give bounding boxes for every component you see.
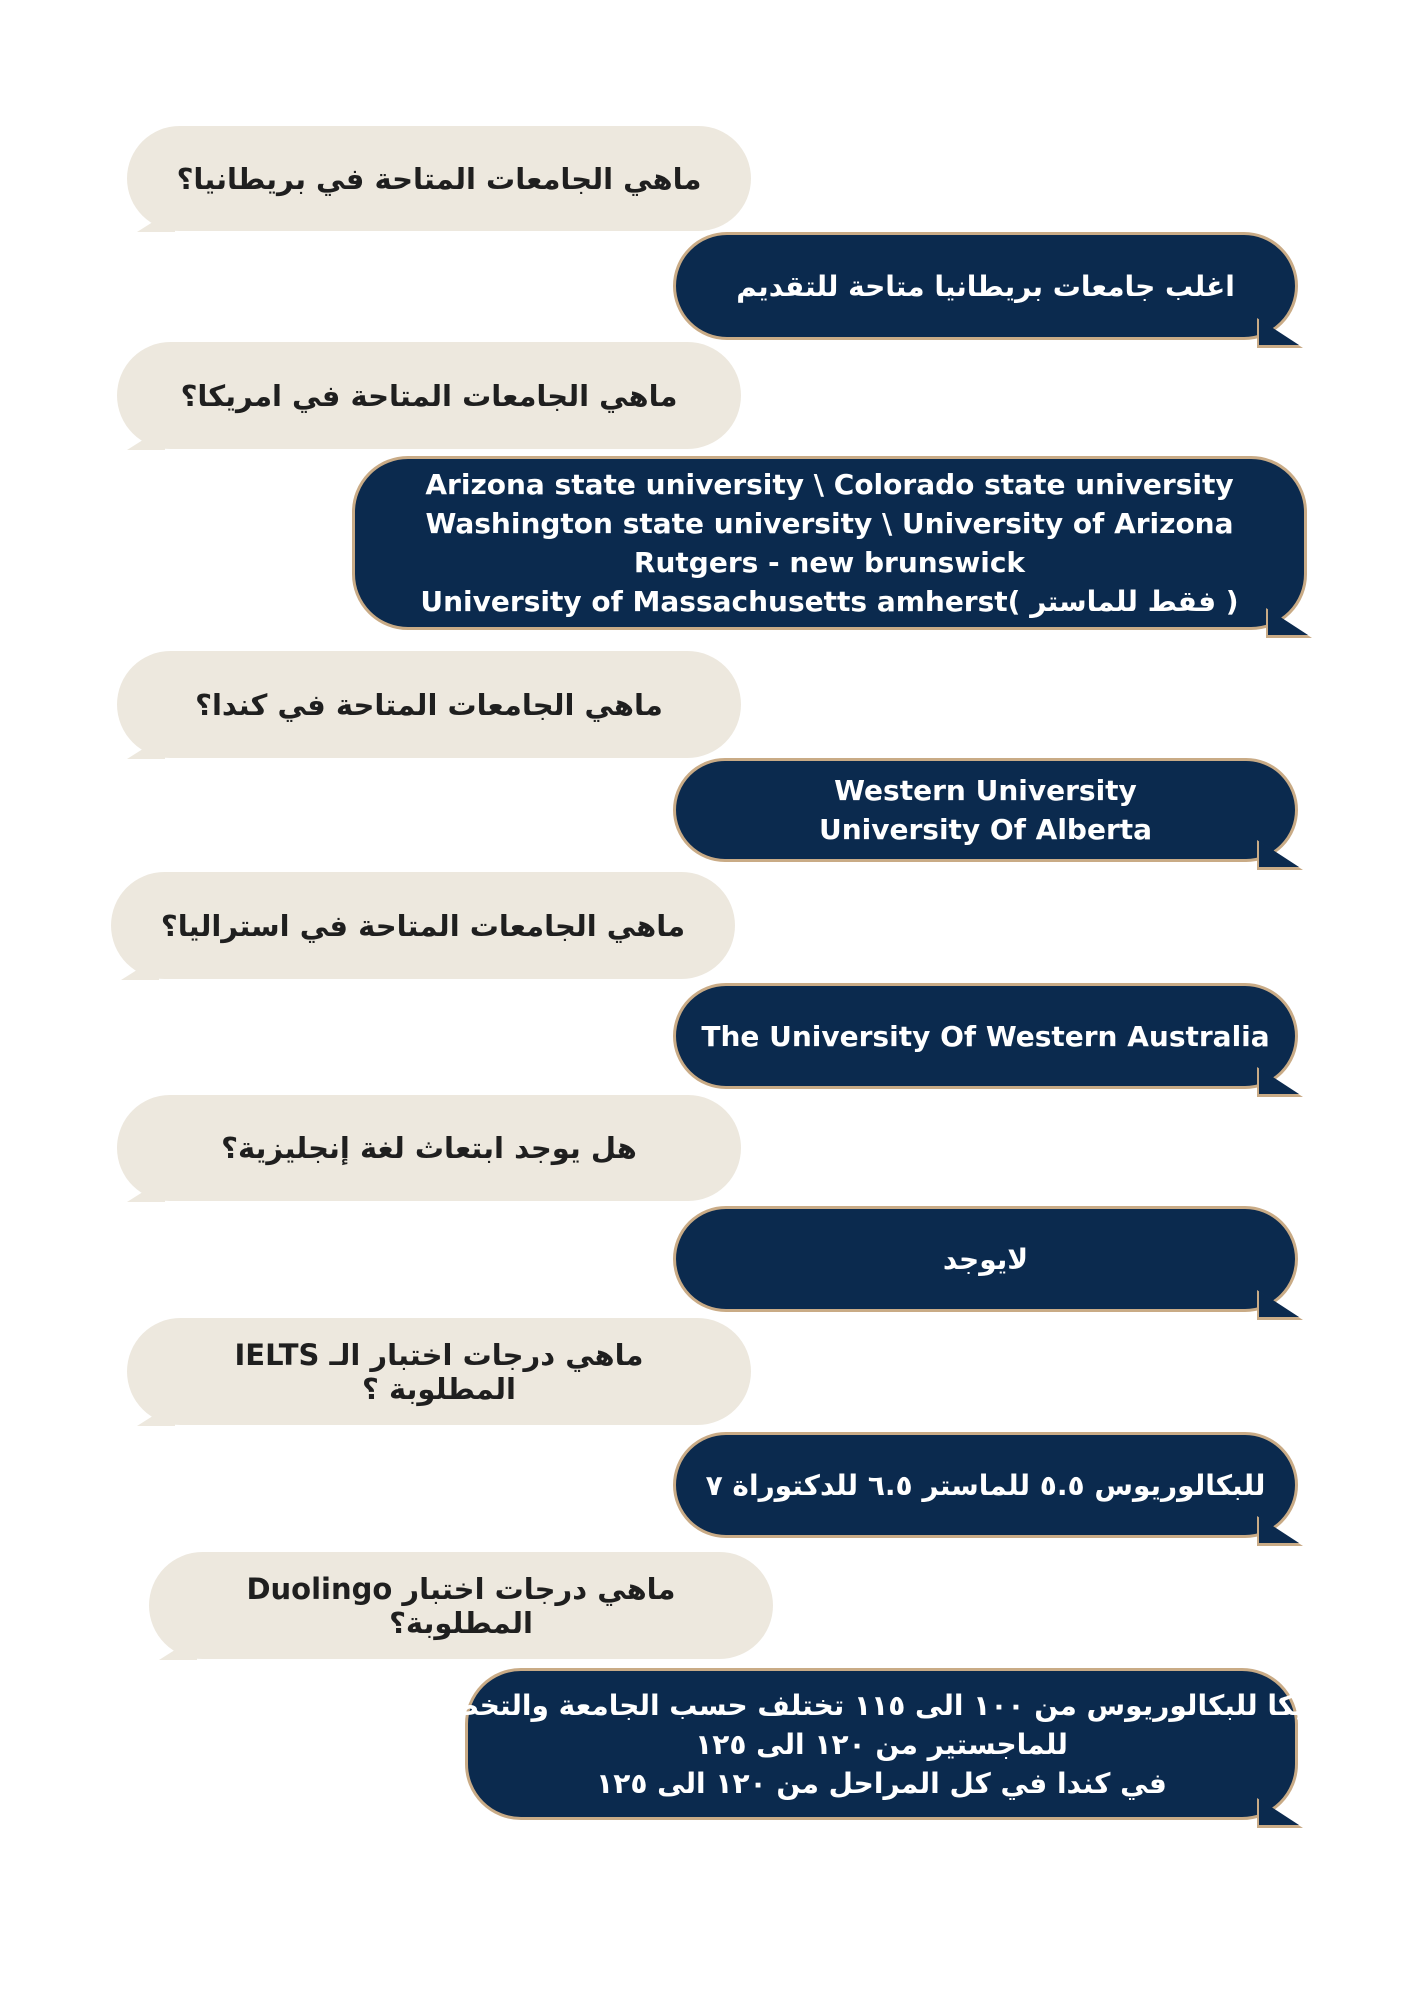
question-text: ماهي الجامعات المتاحة في كندا؟ xyxy=(195,687,663,722)
question-bubble-usa xyxy=(117,342,741,449)
answer-text: لايوجد xyxy=(942,1242,1029,1276)
answer-text: للبكالوريوس ٥.٥ للماستر ٦.٥ للدكتوراة ٧ xyxy=(705,1468,1266,1502)
question-text: ماهي درجات اختبار الـ IELTS المطلوبة ؟ xyxy=(234,1337,644,1406)
bubble-tail xyxy=(159,1636,197,1660)
answer-bubble-australia xyxy=(673,983,1298,1089)
question-text: هل يوجد ابتعاث لغة إنجليزية؟ xyxy=(221,1131,637,1165)
bubble-tail xyxy=(127,426,165,450)
answer-line: Rutgers - new brunswick xyxy=(633,546,1026,579)
answer-text: اغلب جامعات بريطانيا متاحة للتقديم xyxy=(736,269,1235,303)
answer-text-block xyxy=(420,465,1238,621)
answer-bubble-ielts xyxy=(673,1432,1298,1538)
bubble-tail xyxy=(127,735,165,759)
bubble-tail xyxy=(137,1402,175,1426)
question-text: ماهي الجامعات المتاحة في استراليا؟ xyxy=(160,908,686,943)
answer-line: للماجستير من ١٢٠ الى ١٢٥ xyxy=(695,1727,1068,1761)
bubble-tail xyxy=(1268,609,1308,635)
bubble-tail xyxy=(1259,1517,1299,1543)
question-bubble-australia xyxy=(111,872,735,979)
bubble-tail xyxy=(1259,1799,1299,1825)
question-bubble-canada xyxy=(117,651,741,758)
answer-text-block xyxy=(819,771,1152,849)
answer-line: في كندا في كل المراحل من ١٢٠ الى ١٢٥ xyxy=(596,1766,1167,1800)
question-bubble-english-scholarship xyxy=(117,1095,741,1201)
answer-line: University of Massachusetts amherst( فقط للماستر ) xyxy=(420,585,1239,618)
answer-bubble-duolingo xyxy=(413,1668,1350,1820)
bubble-tail xyxy=(1259,841,1299,867)
bubble-tail xyxy=(1259,1291,1299,1317)
bubble-tail xyxy=(1259,1068,1299,1094)
question-bubble-duolingo xyxy=(149,1552,773,1659)
answer-bubble-uk xyxy=(673,232,1298,340)
question-bubble-ielts xyxy=(127,1318,751,1425)
answer-bubble-english-scholarship xyxy=(673,1206,1298,1312)
answer-line: Arizona state university \ Colorado state university xyxy=(425,468,1234,501)
answer-bubble-canada xyxy=(673,758,1298,862)
answer-line: امريكا للبكالوريوس من ١٠٠ الى ١١٥ تختلف حسب الجامعة والتخصص xyxy=(413,1688,1350,1722)
answer-bubble-usa xyxy=(352,456,1307,630)
bubble-tail xyxy=(1259,319,1299,345)
question-bubble-uk xyxy=(127,126,751,231)
answer-text-block xyxy=(414,1686,1349,1803)
bubble-tail xyxy=(127,1178,165,1202)
question-text: ماهي الجامعات المتاحة في امريكا؟ xyxy=(180,378,678,413)
bubble-tail xyxy=(137,208,175,232)
answer-line: Western University xyxy=(834,774,1137,807)
bubble-tail xyxy=(121,956,159,980)
question-text: ماهي درجات اختبار Duolingo المطلوبة؟ xyxy=(246,1571,676,1640)
answer-line: University Of Alberta xyxy=(818,813,1153,846)
answer-text: The University Of Western Australia xyxy=(701,1019,1270,1053)
question-text: ماهي الجامعات المتاحة في بريطانيا؟ xyxy=(176,161,702,196)
answer-line: Washington state university \ University of Arizona xyxy=(425,507,1234,540)
